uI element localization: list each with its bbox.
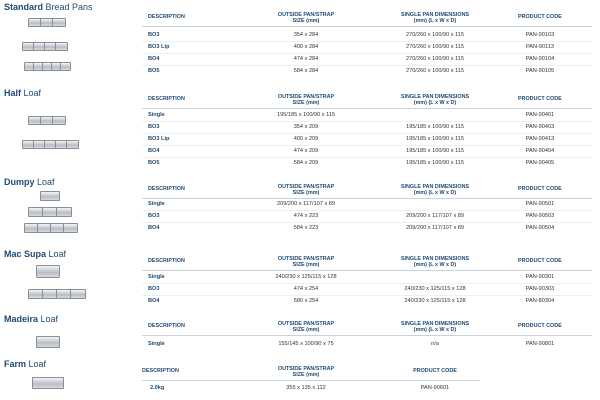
section-title — [4, 314, 58, 324]
header-single-line1: SINGLE PAN DIMENSIONS — [400, 321, 470, 327]
cell-single: 240/230 x 125/115 x 128 — [404, 286, 466, 292]
header-product-code: PRODUCT CODE — [518, 186, 562, 192]
title-strong: Mac Supa — [4, 249, 47, 259]
cell-code: PAN-90103 — [525, 32, 555, 38]
header-outside — [256, 321, 356, 333]
header-divider — [142, 270, 592, 271]
header-outside-line2: SIZE (mm) — [292, 100, 320, 106]
cell-code: PAN-90113 — [525, 44, 555, 50]
cell-description: BO4 — [148, 298, 160, 304]
cell-description: BO4 — [148, 148, 160, 154]
header-divider — [142, 26, 592, 27]
header-outside-line2: SIZE (mm) — [292, 262, 320, 268]
row-divider — [142, 295, 592, 296]
cell-description: BO4 — [148, 56, 160, 62]
header-divider — [142, 380, 480, 381]
header-outside-line2: SIZE (mm) — [292, 190, 320, 196]
cell-outside: 354 x 284 — [293, 32, 319, 38]
cell-single: 270/260 x 100/90 x 115 — [405, 44, 465, 50]
header-single — [380, 256, 490, 268]
row-divider — [142, 222, 592, 223]
section-half-loaf — [0, 88, 600, 174]
cell-description: Single — [148, 201, 165, 207]
row-divider — [142, 157, 592, 158]
header-product-code: PRODUCT CODE — [518, 258, 562, 264]
cell-single: 209/200 x 117/107 x 89 — [405, 225, 465, 231]
cell-description: Single — [148, 274, 165, 280]
title-light: Loaf — [28, 359, 47, 369]
header-single — [380, 184, 490, 196]
row-divider — [142, 121, 592, 122]
cell-code: PAN-90104 — [525, 56, 555, 62]
cell-outside: 240/230 x 125/115 x 128 — [275, 274, 337, 280]
cell-code: PAN-90413 — [525, 136, 555, 142]
title-strong: Farm — [4, 359, 27, 369]
row-divider — [142, 210, 592, 211]
header-outside-line1: OUTSIDE PAN/STRAP — [277, 256, 335, 262]
header-description: DESCRIPTION — [148, 258, 185, 264]
header-outside-line1: OUTSIDE PAN/STRAP — [277, 366, 335, 372]
cell-description: BO3 — [148, 32, 160, 38]
title-strong: Standard — [4, 2, 44, 12]
header-outside-line2: SIZE (mm) — [292, 372, 320, 378]
section-title — [4, 249, 66, 259]
cell-single: n/a — [431, 341, 439, 347]
header-outside-line2: SIZE (mm) — [292, 327, 320, 333]
header-description: DESCRIPTION — [148, 14, 185, 20]
section-title — [4, 177, 55, 187]
cell-outside: 474 x 209 — [293, 148, 319, 154]
row-divider — [142, 41, 592, 42]
title-light: Bread Pans — [45, 2, 93, 12]
cell-single: 209/200 x 117/107 x 89 — [405, 213, 465, 219]
cell-code: PAN-80304 — [525, 298, 555, 304]
section-title — [4, 359, 46, 369]
header-outside — [256, 256, 356, 268]
cell-single: 195/185 x 100/90 x 115 — [405, 136, 465, 142]
header-description: DESCRIPTION — [148, 96, 185, 102]
header-single — [380, 12, 490, 24]
header-description: DESCRIPTION — [148, 323, 185, 329]
header-outside-line2: SIZE (mm) — [292, 18, 320, 24]
cell-code: PAN-90301 — [525, 274, 555, 280]
row-divider — [142, 145, 592, 146]
header-outside-line1: OUTSIDE PAN/STRAP — [277, 94, 335, 100]
header-divider — [142, 198, 592, 199]
row-divider — [142, 133, 592, 134]
row-divider — [142, 65, 592, 66]
title-strong: Madeira — [4, 314, 39, 324]
cell-outside: 354 x 209 — [293, 124, 319, 130]
cell-single: 270/260 x 100/90 x 115 — [405, 32, 465, 38]
cell-outside: 209/200 x 117/107 x 89 — [276, 201, 336, 207]
cell-code: PAN-90403 — [525, 124, 555, 130]
cell-single: 270/260 x 100/90 x 115 — [405, 56, 465, 62]
header-description: DESCRIPTION — [148, 186, 185, 192]
header-single-line2: (mm) (L x W x D) — [413, 100, 457, 106]
section-dumpy-loaf — [0, 177, 600, 239]
cell-outside: 474 x 284 — [293, 56, 319, 62]
header-product-code: PRODUCT CODE — [518, 323, 562, 329]
cell-outside: 155/145 x 100/90 x 75 — [278, 341, 334, 347]
cell-code: PAN-90801 — [525, 341, 555, 347]
header-single-line1: SINGLE PAN DIMENSIONS — [400, 94, 470, 100]
cell-code: PAN-90303 — [525, 286, 555, 292]
header-product-code: PRODUCT CODE — [518, 96, 562, 102]
cell-single: 195/185 x 100/90 x 115 — [405, 124, 465, 130]
header-single-line2: (mm) (L x W x D) — [413, 327, 457, 333]
title-light: Loaf — [23, 88, 42, 98]
section-standard-bread-pans — [0, 2, 600, 82]
cell-description: Single — [148, 112, 165, 118]
section-madeira-loaf — [0, 314, 600, 354]
header-single-line2: (mm) (L x W x D) — [413, 18, 457, 24]
cell-outside: 584 x 284 — [293, 68, 319, 74]
section-title — [4, 2, 93, 12]
cell-outside: 400 x 284 — [293, 44, 319, 50]
cell-outside: 474 x 223 — [293, 213, 319, 219]
header-single-line2: (mm) (L x W x D) — [413, 262, 457, 268]
cell-description: BO4 — [148, 225, 160, 231]
row-divider — [142, 53, 592, 54]
cell-description: 2.0kg — [150, 385, 165, 391]
cell-description: Single — [148, 341, 165, 347]
cell-description: BO3 — [148, 286, 160, 292]
header-outside — [256, 184, 356, 196]
header-outside — [256, 94, 356, 106]
cell-code: PAN-90105 — [525, 68, 555, 74]
cell-outside: 584 x 209 — [293, 160, 319, 166]
section-mac-supa-loaf — [0, 249, 600, 311]
cell-outside: 474 x 254 — [293, 286, 319, 292]
header-outside-line1: OUTSIDE PAN/STRAP — [277, 184, 335, 190]
cell-code: PAN-90404 — [525, 148, 555, 154]
header-product-code: PRODUCT CODE — [518, 14, 562, 20]
header-single-line1: SINGLE PAN DIMENSIONS — [400, 12, 470, 18]
cell-outside: 195/185 x 100/90 x 115 — [276, 112, 336, 118]
header-divider — [142, 108, 592, 109]
section-farm-loaf — [0, 359, 600, 399]
header-divider — [142, 335, 592, 336]
header-single-line1: SINGLE PAN DIMENSIONS — [400, 256, 470, 262]
cell-single: 240/230 x 125/115 x 128 — [404, 298, 466, 304]
cell-outside: 355 x 135 x 112 — [286, 385, 326, 391]
title-strong: Dumpy — [4, 177, 35, 187]
header-outside — [256, 12, 356, 24]
cell-code: PAN-90401 — [525, 112, 555, 118]
header-outside-line1: OUTSIDE PAN/STRAP — [277, 321, 335, 327]
header-description: DESCRIPTION — [142, 368, 179, 374]
cell-code: PAN-90501 — [525, 201, 555, 207]
cell-description: BO3 Lip — [148, 136, 170, 142]
cell-description: BO3 — [148, 124, 160, 130]
cell-description: BO5 — [148, 160, 160, 166]
cell-outside: 400 x 209 — [293, 136, 319, 142]
title-strong: Half — [4, 88, 22, 98]
header-outside-line1: OUTSIDE PAN/STRAP — [277, 12, 335, 18]
cell-code: PAN-90601 — [420, 385, 450, 391]
cell-code: PAN-90405 — [525, 160, 555, 166]
cell-code: PAN-90504 — [525, 225, 555, 231]
header-outside — [256, 366, 356, 378]
row-divider — [142, 283, 592, 284]
header-single — [380, 321, 490, 333]
cell-single: 195/185 x 100/90 x 115 — [405, 148, 465, 154]
section-title — [4, 88, 41, 98]
header-product-code: PRODUCT CODE — [413, 368, 457, 374]
cell-description: BO3 Lip — [148, 44, 170, 50]
header-single-line2: (mm) (L x W x D) — [413, 190, 457, 196]
title-light: Loaf — [37, 177, 55, 187]
title-light: Loaf — [40, 314, 59, 324]
cell-description: BO5 — [148, 68, 160, 74]
header-single-line1: SINGLE PAN DIMENSIONS — [400, 184, 470, 190]
header-single — [380, 94, 490, 106]
cell-outside: 580 x 254 — [293, 298, 319, 304]
title-light: Loaf — [48, 249, 67, 259]
cell-single: 195/185 x 100/90 x 115 — [405, 160, 465, 166]
cell-code: PAN-90503 — [525, 213, 555, 219]
cell-description: BO3 — [148, 213, 160, 219]
cell-outside: 584 x 223 — [293, 225, 319, 231]
cell-single: 270/260 x 100/90 x 115 — [405, 68, 465, 74]
